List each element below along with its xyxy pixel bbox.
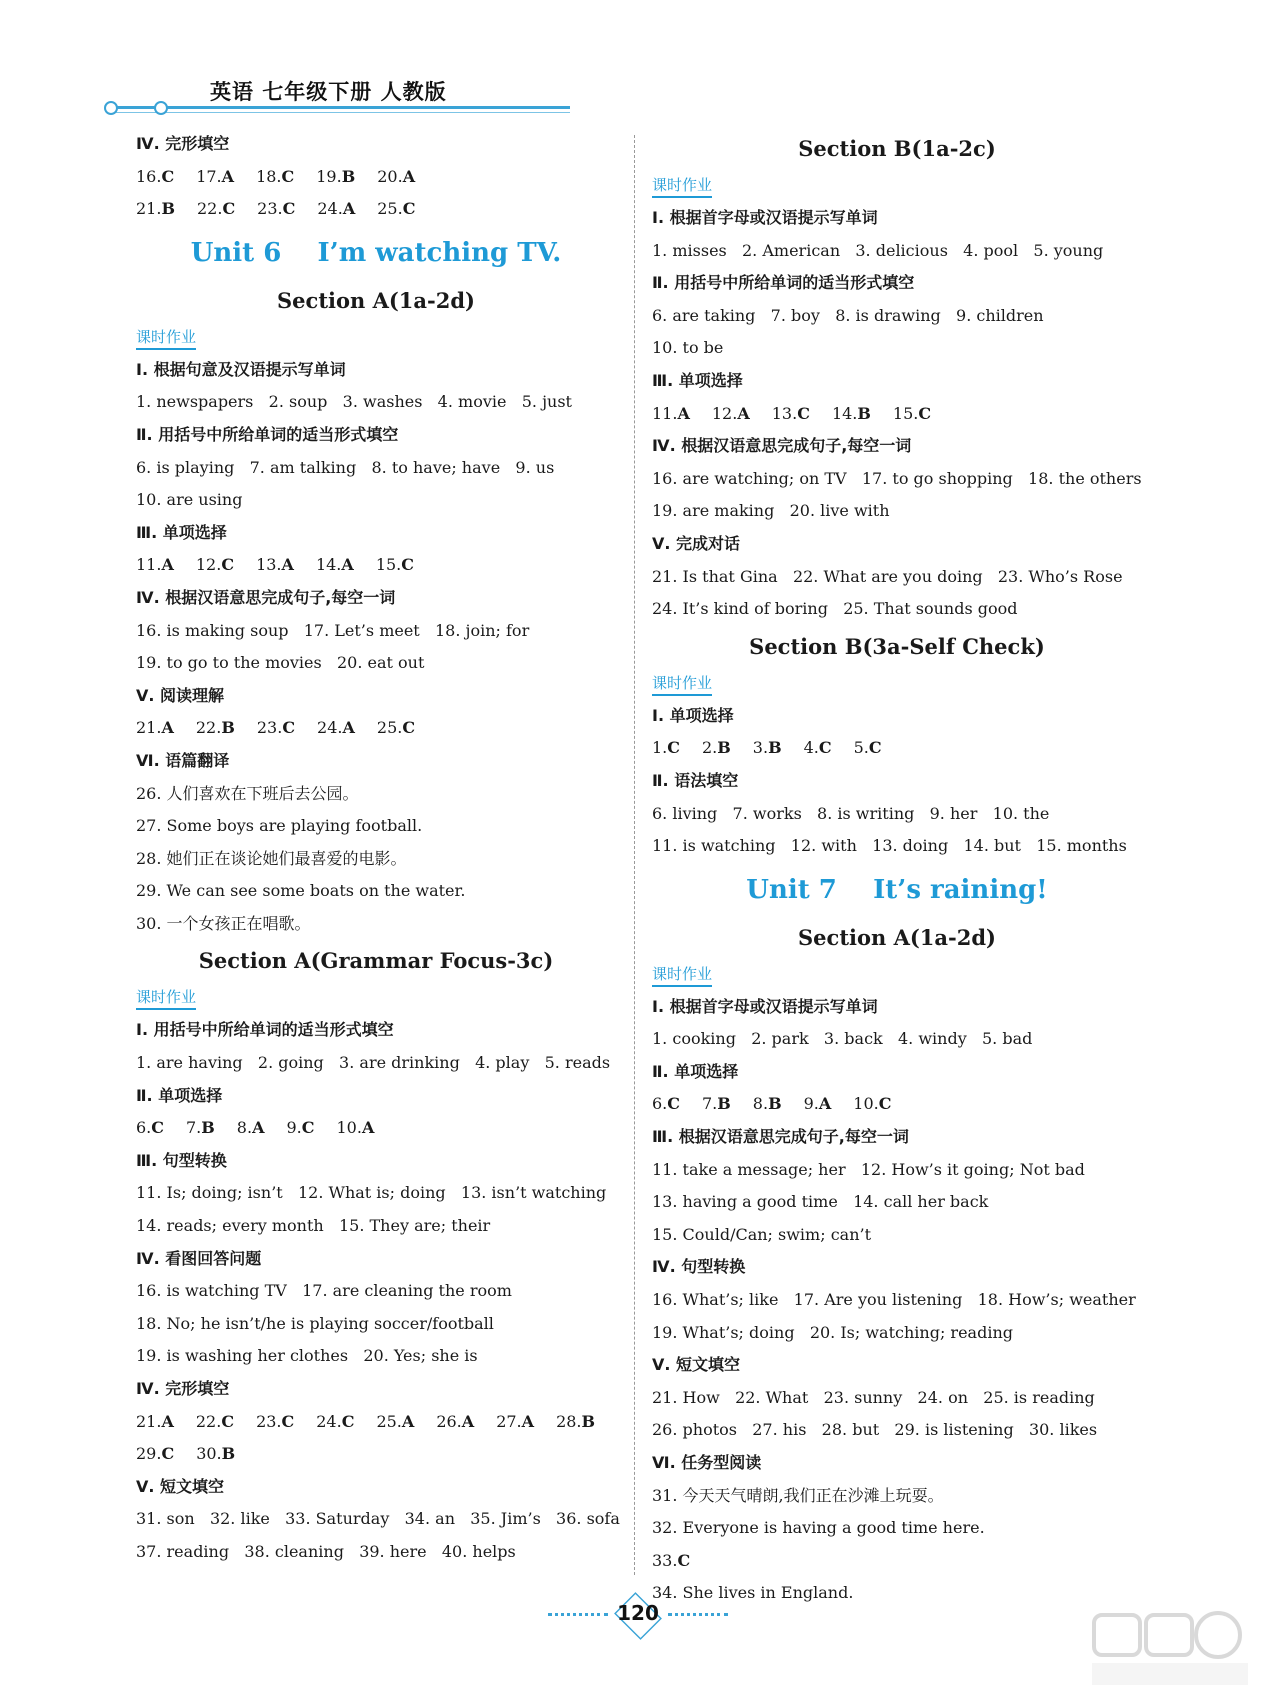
question-number: 26.	[436, 1411, 462, 1431]
answer-letter: C	[878, 1094, 892, 1114]
answer-line: 6. living 7. works 8. is writing 9. her 10. the	[652, 803, 1050, 823]
watermark-logo	[1084, 1609, 1254, 1689]
homework-tag-row	[652, 668, 1142, 700]
answer-letter: B	[857, 403, 871, 423]
question-number: 12.	[195, 555, 222, 575]
answer-letter: C	[402, 199, 416, 219]
answer-line: 13. having a good time 14. call her back	[652, 1192, 989, 1212]
left-column	[136, 128, 620, 1569]
question-heading: Ⅵ. 任务型阅读	[652, 1453, 762, 1472]
question-number: 18.	[256, 166, 282, 186]
question-number: 19.	[316, 166, 342, 186]
choice-answer	[377, 167, 415, 186]
question-number: 24.	[316, 1411, 342, 1431]
choice-answer	[196, 1444, 235, 1463]
answer-letter: C	[677, 1550, 691, 1570]
question-number: 4.	[803, 738, 819, 758]
choice-answer-line	[136, 1438, 616, 1471]
answer-letter: C	[281, 1411, 295, 1431]
answer-line: 16. is making soup 17. Let’s meet 18. join; for	[136, 620, 530, 640]
question-number: 8.	[236, 1118, 253, 1138]
choice-answer	[804, 738, 832, 757]
answer-letter: C	[222, 199, 236, 219]
question-number: 16.	[136, 166, 162, 186]
choice-answer	[832, 404, 871, 423]
answer-letter: A	[341, 555, 354, 575]
choice-answer	[136, 555, 174, 574]
homework-tag-row	[652, 959, 1142, 991]
answer-line: 19. is washing her clothes 20. Yes; she is	[136, 1346, 478, 1366]
question-number: 25.	[376, 718, 403, 738]
question-number: 11.	[136, 555, 162, 575]
question-number: 8.	[752, 1094, 769, 1114]
choice-answer	[196, 718, 235, 737]
answer-letter: B	[581, 1411, 596, 1431]
question-number: 22.	[195, 718, 222, 738]
question-number: 9.	[286, 1118, 302, 1138]
choice-answer	[377, 718, 415, 737]
choice-answer	[317, 199, 355, 218]
answer-line: 29. We can see some boats on the water.	[136, 881, 466, 901]
question-number: 27.	[496, 1411, 522, 1431]
question-heading: Ⅲ. 单项选择	[652, 370, 743, 390]
choice-answer	[376, 555, 414, 574]
choice-answer	[257, 718, 295, 737]
answer-letter: B	[768, 738, 782, 758]
answer-line: 26. photos 27. his 28. but 29. is listening 30. likes	[652, 1420, 1098, 1440]
section-title: Section B(1a-2c)	[798, 136, 996, 161]
choice-answer	[702, 1094, 731, 1113]
answer-line: 19. are making 20. live with	[652, 501, 890, 521]
choice-answer-line	[136, 193, 616, 226]
answer-line: 11. Is; doing; isn’t 12. What is; doing 13. isn’t watching	[136, 1183, 607, 1203]
choice-answer	[196, 167, 234, 186]
answer-line: 21. How 22. What 23. sunny 24. on 25. is reading	[652, 1387, 1095, 1407]
answer-letter: A	[221, 166, 235, 186]
choice-answer	[377, 199, 415, 218]
dotted-rule	[548, 1613, 608, 1616]
choice-answer-line	[136, 1112, 616, 1145]
question-number: 24.	[317, 199, 343, 219]
header-rule-thin	[110, 112, 570, 113]
answer-line: 19. to go to the movies 20. eat out	[136, 653, 425, 673]
header-dot-icon	[154, 101, 168, 115]
question-heading: Ⅰ. 根据首字母或汉语提示写单词	[652, 208, 878, 227]
question-heading: Ⅳ. 完形填空	[136, 134, 230, 153]
question-number: 5.	[853, 738, 869, 758]
answer-letter: C	[151, 1118, 164, 1138]
choice-answer-line	[136, 161, 616, 194]
answer-line: 28. 她们正在谈论她们最喜爱的电影。	[136, 848, 407, 868]
choice-answer	[196, 1412, 234, 1431]
choice-answer	[256, 167, 294, 186]
question-number: 21.	[136, 199, 162, 219]
choice-answer	[136, 1118, 164, 1137]
choice-answer-line	[136, 1406, 616, 1439]
answer-line: 32. Everyone is having a good time here.	[652, 1518, 985, 1538]
answer-letter: C	[667, 1094, 680, 1114]
choice-answer	[652, 1094, 680, 1113]
answer-line: 6. are taking 7. boy 8. is drawing 9. children	[652, 305, 1044, 325]
question-number: 13.	[771, 403, 798, 423]
question-number: 14.	[831, 403, 858, 423]
answer-letter: C	[402, 718, 416, 738]
question-number: 23.	[257, 199, 283, 219]
answer-letter: A	[818, 1094, 832, 1114]
answer-letter: A	[161, 718, 174, 738]
choice-answer	[712, 404, 750, 423]
answer-letter: C	[301, 1118, 315, 1138]
question-heading: Ⅲ. 句型转换	[136, 1150, 227, 1170]
choice-answer	[853, 1094, 891, 1113]
answer-letter: C	[797, 403, 810, 423]
answer-letter: C	[868, 738, 882, 758]
question-heading: Ⅲ. 单项选择	[136, 522, 227, 542]
answer-letter: B	[768, 1094, 782, 1114]
answer-line: 1. are having 2. going 3. are drinking 4. play 5. reads	[136, 1053, 611, 1073]
question-heading: Ⅰ. 根据首字母或汉语提示写单词	[652, 996, 878, 1016]
answer-letter: B	[717, 738, 731, 758]
answer-line: 26. 人们喜欢在下班后去公园。	[136, 783, 359, 803]
answer-line: 24. It’s kind of boring 25. That sounds good	[652, 599, 1018, 619]
answer-letter: C	[161, 166, 175, 186]
question-heading: Ⅴ. 完成对话	[652, 533, 741, 553]
answer-letter: A	[401, 1411, 415, 1431]
answer-line: 27. Some boys are playing football.	[136, 816, 423, 836]
question-number: 3.	[752, 738, 769, 758]
question-number: 21.	[136, 1411, 162, 1431]
answer-letter: A	[161, 555, 174, 575]
question-heading: Ⅰ. 根据句意及汉语提示写单词	[136, 359, 346, 379]
answer-line: 1. misses 2. American 3. delicious 4. pool 5. young	[652, 240, 1104, 260]
question-heading: Ⅴ. 短文填空	[136, 1476, 225, 1496]
answer-line: 11. is watching 12. with 13. doing 14. but 15. months	[652, 836, 1127, 856]
question-number: 24.	[317, 718, 343, 738]
answer-line: 16. are watching; on TV 17. to go shopping 18. the others	[652, 468, 1142, 488]
answer-letter: A	[521, 1411, 535, 1431]
answer-line: 11. take a message; her 12. How’s it going; Not bad	[652, 1159, 1085, 1179]
choice-answer-line	[652, 732, 1142, 765]
homework-tag: 课时作业	[652, 174, 712, 198]
answer-letter: A	[737, 403, 750, 423]
question-number: 11.	[652, 403, 678, 423]
unit-title: Unit 6 I’m watching TV.	[190, 237, 562, 268]
question-heading: Ⅲ. 根据汉语意思完成句子,每空一词	[652, 1127, 909, 1147]
choice-answer	[316, 1412, 354, 1431]
choice-answer	[256, 1412, 294, 1431]
answer-letter: A	[161, 1411, 174, 1431]
question-number: 9.	[803, 1094, 819, 1114]
choice-answer	[136, 199, 175, 218]
choice-answer	[556, 1412, 595, 1431]
choice-answer	[652, 404, 690, 423]
question-heading: Ⅳ. 根据汉语意思完成句子,每空一词	[136, 587, 396, 607]
question-heading: Ⅱ. 单项选择	[136, 1085, 223, 1105]
question-number: 33.	[652, 1550, 678, 1570]
question-number: 2.	[702, 738, 718, 758]
choice-answer-line	[652, 1088, 1142, 1121]
choice-answer	[316, 555, 354, 574]
choice-answer	[136, 167, 174, 186]
question-number: 10.	[853, 1094, 879, 1114]
homework-tag-row	[136, 982, 616, 1014]
question-heading: Ⅱ. 单项选择	[652, 1061, 739, 1081]
choice-answer	[257, 199, 295, 218]
answer-letter: B	[221, 718, 235, 738]
question-heading: Ⅳ. 根据汉语意思完成句子,每空一词	[652, 436, 912, 456]
answer-line: 21. Is that Gina 22. What are you doing 23. Who’s Rose	[652, 566, 1123, 586]
question-number: 15.	[375, 555, 402, 575]
page-number: 120	[617, 1601, 659, 1625]
homework-tag: 课时作业	[652, 672, 712, 696]
answer-letter: C	[281, 166, 295, 186]
question-heading: Ⅱ. 用括号中所给单词的适当形式填空	[652, 273, 915, 293]
question-number: 29.	[136, 1444, 162, 1464]
question-heading: Ⅵ. 语篇翻译	[136, 750, 230, 770]
choice-answer	[652, 1551, 690, 1570]
question-heading: Ⅱ. 语法填空	[652, 770, 739, 790]
answer-line: 16. is watching TV 17. are cleaning the room	[136, 1281, 512, 1301]
question-number: 1.	[652, 738, 668, 758]
question-heading: Ⅳ. 句型转换	[652, 1257, 746, 1277]
choice-answer-line	[652, 1545, 1142, 1578]
question-number: 7.	[186, 1118, 202, 1138]
question-heading: Ⅳ. 看图回答问题	[136, 1248, 262, 1268]
choice-answer-line	[136, 712, 616, 745]
answer-letter: A	[252, 1118, 265, 1138]
choice-answer	[753, 738, 782, 757]
choice-answer	[376, 1412, 414, 1431]
homework-tag: 课时作业	[136, 326, 196, 350]
answer-letter: A	[361, 1118, 375, 1138]
section-title: Section A(1a-2d)	[798, 924, 996, 950]
answer-letter: B	[201, 1118, 215, 1138]
right-column	[652, 128, 1142, 1610]
answer-letter: C	[667, 738, 680, 758]
choice-answer	[237, 1118, 265, 1137]
page-number-badge	[548, 1595, 728, 1635]
choice-answer	[136, 1444, 174, 1463]
section-title: Section A(1a-2d)	[277, 287, 475, 313]
choice-answer-line	[136, 549, 616, 582]
answer-letter: A	[281, 555, 294, 575]
choice-answer	[854, 738, 882, 757]
question-number: 21.	[136, 718, 162, 738]
answer-letter: B	[161, 199, 175, 219]
question-number: 10.	[336, 1118, 362, 1138]
answer-letter: C	[401, 555, 414, 575]
answer-letter: B	[717, 1094, 731, 1114]
choice-answer	[893, 404, 931, 423]
question-number: 30.	[196, 1444, 222, 1464]
unit-title: Unit 7 It’s raining!	[746, 874, 1048, 905]
answer-letter: A	[342, 718, 355, 738]
answer-line: 34. She lives in England.	[652, 1583, 854, 1603]
answer-letter: B	[341, 166, 356, 186]
choice-answer-line	[652, 398, 1142, 431]
question-number: 22.	[195, 1411, 222, 1431]
choice-answer	[804, 1094, 832, 1113]
answer-line: 6. is playing 7. am talking 8. to have; have 9. us	[136, 457, 555, 477]
choice-answer	[286, 1118, 314, 1137]
choice-answer	[197, 199, 235, 218]
question-number: 23.	[256, 718, 283, 738]
question-heading: Ⅳ. 完形填空	[136, 1379, 230, 1398]
answer-letter: C	[818, 738, 832, 758]
choice-answer	[317, 718, 355, 737]
answer-letter: C	[282, 718, 296, 738]
choice-answer	[772, 404, 810, 423]
question-heading: Ⅴ. 短文填空	[652, 1355, 741, 1375]
answer-line: 14. reads; every month 15. They are; their	[136, 1216, 491, 1236]
choice-answer	[702, 738, 731, 757]
answer-line: 30. 一个女孩正在唱歌。	[136, 913, 311, 933]
answer-line: 37. reading 38. cleaning 39. here 40. helps	[136, 1541, 516, 1561]
answer-line: 31. 今天天气晴朗,我们正在沙滩上玩耍。	[652, 1485, 944, 1505]
question-number: 25.	[377, 199, 403, 219]
book-title: 英语 七年级下册 人教版	[210, 80, 447, 104]
choice-answer	[256, 555, 294, 574]
choice-answer	[753, 1094, 782, 1113]
homework-tag: 课时作业	[652, 963, 712, 987]
choice-answer	[652, 738, 680, 757]
answer-letter: A	[402, 166, 416, 186]
homework-tag: 课时作业	[136, 986, 196, 1010]
answer-line: 31. son 32. like 33. Saturday 34. an 35. Jim’s 36. sofa	[136, 1509, 620, 1529]
question-number: 22.	[196, 199, 223, 219]
question-number: 6.	[652, 1094, 668, 1114]
question-number: 17.	[196, 166, 222, 186]
question-heading: Ⅱ. 用括号中所给单词的适当形式填空	[136, 424, 399, 444]
choice-answer	[136, 718, 174, 737]
answer-letter: C	[341, 1411, 355, 1431]
choice-answer	[186, 1118, 215, 1137]
question-number: 7.	[702, 1094, 718, 1114]
choice-answer	[196, 555, 234, 574]
answer-letter: C	[221, 555, 235, 575]
question-number: 14.	[315, 555, 342, 575]
answer-letter: A	[342, 199, 356, 219]
question-number: 12.	[711, 403, 738, 423]
answer-line: 19. What’s; doing 20. Is; watching; reading	[652, 1322, 1013, 1342]
choice-answer	[316, 167, 355, 186]
answer-line: 1. newspapers 2. soup 3. washes 4. movie 5. just	[136, 392, 572, 412]
section-title: Section A(Grammar Focus-3c)	[198, 948, 554, 974]
answer-line: 10. to be	[652, 338, 724, 358]
question-number: 23.	[256, 1411, 282, 1431]
answer-letter: A	[461, 1411, 475, 1431]
question-number: 15.	[892, 403, 919, 423]
homework-tag-row	[652, 170, 1142, 202]
answer-letter: C	[282, 199, 296, 219]
answer-letter: C	[161, 1444, 175, 1464]
header-rule	[110, 106, 570, 109]
answer-line: 1. cooking 2. park 3. back 4. windy 5. bad	[652, 1029, 1033, 1049]
choice-answer	[496, 1412, 534, 1431]
dotted-rule	[668, 1613, 728, 1616]
column-divider	[634, 135, 635, 1575]
question-number: 28.	[556, 1411, 582, 1431]
answer-line: 16. What’s; like 17. Are you listening 18. How’s; weather	[652, 1290, 1136, 1310]
answer-letter: A	[677, 403, 690, 423]
answer-line: 18. No; he isn’t/he is playing soccer/football	[136, 1313, 494, 1333]
answer-line: 15. Could/Can; swim; can’t	[652, 1224, 872, 1244]
answer-line: 10. are using	[136, 490, 243, 510]
question-number: 6.	[136, 1118, 152, 1138]
question-heading: Ⅰ. 单项选择	[652, 705, 734, 725]
header-dot-icon	[104, 101, 118, 115]
question-number: 20.	[377, 166, 403, 186]
section-title: Section B(3a-Self Check)	[749, 633, 1045, 659]
answer-letter: B	[221, 1444, 236, 1464]
question-number: 25.	[376, 1411, 402, 1431]
question-heading: Ⅴ. 阅读理解	[136, 685, 225, 705]
answer-letter: C	[221, 1411, 235, 1431]
choice-answer	[336, 1118, 374, 1137]
answer-letter: C	[918, 403, 932, 423]
question-heading: Ⅰ. 用括号中所给单词的适当形式填空	[136, 1020, 394, 1040]
homework-tag-row	[136, 322, 616, 354]
choice-answer	[136, 1412, 174, 1431]
choice-answer	[436, 1412, 474, 1431]
question-number: 13.	[256, 555, 282, 575]
